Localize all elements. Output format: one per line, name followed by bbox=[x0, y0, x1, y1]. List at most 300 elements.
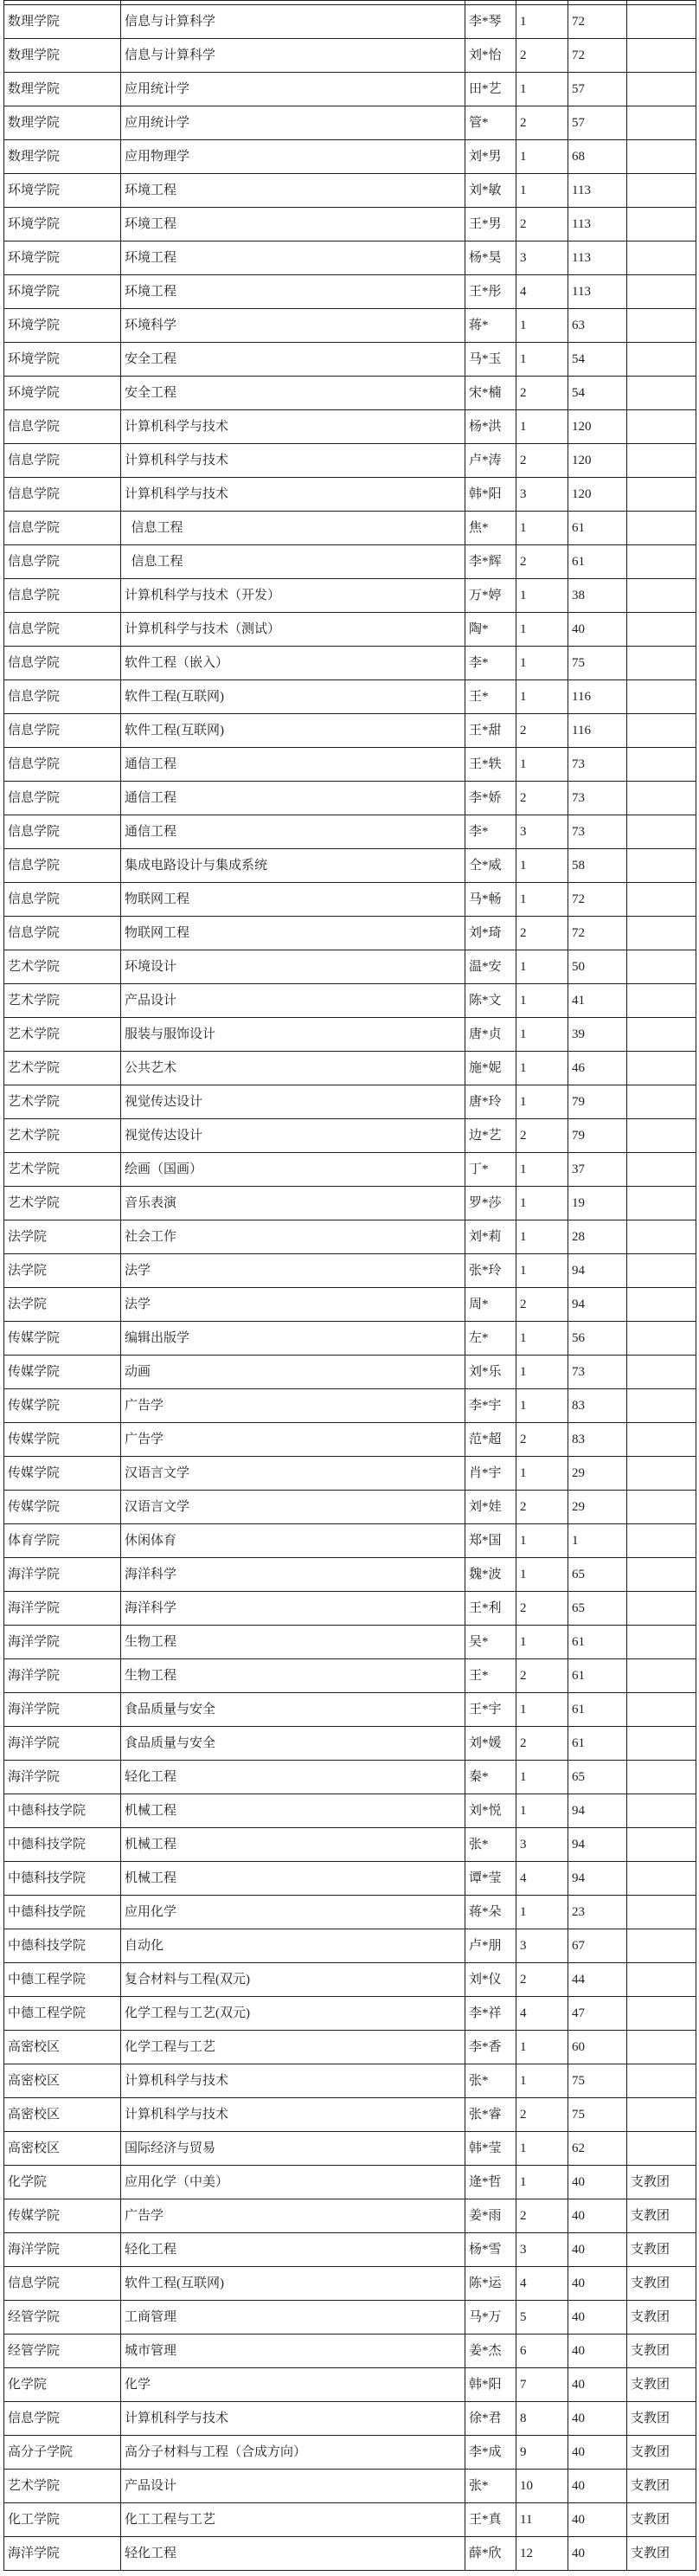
major-cell: 计算机科学与技术 bbox=[121, 2402, 465, 2436]
table-row bbox=[4, 2166, 696, 2199]
rank-cell: 2 bbox=[516, 1963, 568, 1997]
table-row bbox=[4, 714, 696, 748]
rank-cell: 1 bbox=[516, 1018, 568, 1052]
table-row bbox=[4, 1423, 696, 1457]
college-cell: 数理学院 bbox=[4, 5, 121, 39]
rank-cell: 1 bbox=[516, 647, 568, 680]
rank-cell: 5 bbox=[516, 2301, 568, 2334]
tag-cell bbox=[627, 1592, 696, 1626]
tag-cell bbox=[627, 647, 696, 680]
count-cell: 46 bbox=[568, 1052, 627, 1085]
rank-cell: 1 bbox=[516, 883, 568, 917]
name-cell: 马*玉 bbox=[465, 343, 516, 377]
college-cell: 信息学院 bbox=[4, 613, 121, 647]
major-cell: 食品质量与安全 bbox=[121, 1727, 465, 1761]
name-cell: 左* bbox=[465, 1322, 516, 1356]
table-row bbox=[4, 1119, 696, 1153]
name-cell: 万*婷 bbox=[465, 579, 516, 613]
tag-cell bbox=[627, 2132, 696, 2166]
count-cell: 40 bbox=[568, 2368, 627, 2402]
tag-cell: 支教团 bbox=[627, 2334, 696, 2368]
rank-cell: 1 bbox=[516, 1153, 568, 1187]
major-cell: 机械工程 bbox=[121, 1828, 465, 1862]
count-cell: 23 bbox=[568, 1896, 627, 1929]
major-cell: 环境设计 bbox=[121, 950, 465, 984]
tag-cell bbox=[627, 1963, 696, 1997]
table-row bbox=[4, 1254, 696, 1288]
count-cell: 94 bbox=[568, 1828, 627, 1862]
tag-cell bbox=[627, 815, 696, 849]
major-cell: 安全工程 bbox=[121, 343, 465, 377]
rank-cell: 4 bbox=[516, 1997, 568, 2031]
table-row bbox=[4, 1389, 696, 1423]
name-cell: 刘*悦 bbox=[465, 1794, 516, 1828]
college-cell: 中德科技学院 bbox=[4, 1828, 121, 1862]
college-cell: 海洋学院 bbox=[4, 1727, 121, 1761]
table-row bbox=[4, 917, 696, 950]
table-row bbox=[4, 73, 696, 106]
rank-cell: 3 bbox=[516, 242, 568, 275]
count-cell: 75 bbox=[568, 647, 627, 680]
count-cell: 120 bbox=[568, 478, 627, 512]
college-cell: 海洋学院 bbox=[4, 2537, 121, 2571]
name-cell: 姜*雨 bbox=[465, 2199, 516, 2233]
count-cell: 67 bbox=[568, 1929, 627, 1963]
major-cell: 公共艺术 bbox=[121, 1052, 465, 1085]
major-cell: 应用物理学 bbox=[121, 140, 465, 174]
count-cell: 39 bbox=[568, 1018, 627, 1052]
name-cell: 李*香 bbox=[465, 2031, 516, 2064]
count-cell: 1 bbox=[568, 1524, 627, 1558]
major-cell: 海洋科学 bbox=[121, 1558, 465, 1592]
rank-cell: 2 bbox=[516, 106, 568, 140]
college-cell: 环境学院 bbox=[4, 343, 121, 377]
table-row bbox=[4, 2436, 696, 2470]
college-cell: 经管学院 bbox=[4, 2334, 121, 2368]
tag-cell bbox=[627, 1153, 696, 1187]
rank-cell: 2 bbox=[516, 1423, 568, 1457]
college-cell: 中德科技学院 bbox=[4, 1929, 121, 1963]
name-cell: 张* bbox=[465, 2064, 516, 2098]
table-row bbox=[4, 2503, 696, 2537]
name-cell: 陈*运 bbox=[465, 2267, 516, 2301]
college-cell: 信息学院 bbox=[4, 680, 121, 714]
college-cell: 海洋学院 bbox=[4, 1626, 121, 1659]
count-cell: 68 bbox=[568, 140, 627, 174]
count-cell: 113 bbox=[568, 242, 627, 275]
rank-cell: 3 bbox=[516, 1929, 568, 1963]
name-cell: 肖*宇 bbox=[465, 1457, 516, 1491]
tag-cell bbox=[627, 5, 696, 39]
tag-cell: 支教团 bbox=[627, 2233, 696, 2267]
major-cell: 信息与计算科学 bbox=[121, 5, 465, 39]
name-cell: 陶* bbox=[465, 613, 516, 647]
count-cell: 54 bbox=[568, 377, 627, 410]
college-cell: 中德工程学院 bbox=[4, 1997, 121, 2031]
rank-cell: 1 bbox=[516, 1896, 568, 1929]
table-row bbox=[4, 1727, 696, 1761]
count-cell: 19 bbox=[568, 1187, 627, 1220]
college-cell: 化学院 bbox=[4, 2368, 121, 2402]
count-cell: 116 bbox=[568, 714, 627, 748]
name-cell: 边*艺 bbox=[465, 1119, 516, 1153]
name-cell: 刘*男 bbox=[465, 140, 516, 174]
name-cell: 刘*仪 bbox=[465, 1963, 516, 1997]
tag-cell bbox=[627, 748, 696, 782]
name-cell: 马*万 bbox=[465, 2301, 516, 2334]
count-cell: 65 bbox=[568, 1592, 627, 1626]
college-cell: 传媒学院 bbox=[4, 2199, 121, 2233]
name-cell: 秦* bbox=[465, 1761, 516, 1794]
major-cell: 法学 bbox=[121, 1288, 465, 1322]
college-cell: 体育学院 bbox=[4, 1524, 121, 1558]
name-cell: 马*畅 bbox=[465, 883, 516, 917]
tag-cell bbox=[627, 579, 696, 613]
name-cell: 王*真 bbox=[465, 2503, 516, 2537]
count-cell: 113 bbox=[568, 275, 627, 309]
tag-cell bbox=[627, 140, 696, 174]
count-cell: 44 bbox=[568, 1963, 627, 1997]
major-cell: 广告学 bbox=[121, 1423, 465, 1457]
table-row bbox=[4, 579, 696, 613]
count-cell: 79 bbox=[568, 1119, 627, 1153]
rank-cell: 1 bbox=[516, 1457, 568, 1491]
admission-list-table-wrapper bbox=[3, 0, 696, 2571]
count-cell: 73 bbox=[568, 782, 627, 815]
name-cell: 唐*贞 bbox=[465, 1018, 516, 1052]
table-row bbox=[4, 883, 696, 917]
major-cell: 信息工程 bbox=[121, 512, 465, 545]
count-cell: 40 bbox=[568, 2503, 627, 2537]
count-cell: 40 bbox=[568, 613, 627, 647]
college-cell: 信息学院 bbox=[4, 815, 121, 849]
rank-cell: 1 bbox=[516, 1356, 568, 1389]
name-cell: 张*睿 bbox=[465, 2098, 516, 2132]
rank-cell: 1 bbox=[516, 73, 568, 106]
major-cell: 环境工程 bbox=[121, 208, 465, 242]
name-cell: 刘*莉 bbox=[465, 1220, 516, 1254]
major-cell: 海洋科学 bbox=[121, 1592, 465, 1626]
table-row bbox=[4, 680, 696, 714]
major-cell: 动画 bbox=[121, 1356, 465, 1389]
rank-cell: 1 bbox=[516, 1693, 568, 1727]
major-cell: 生物工程 bbox=[121, 1626, 465, 1659]
name-cell: 逄*哲 bbox=[465, 2166, 516, 2199]
tag-cell bbox=[627, 174, 696, 208]
college-cell: 法学院 bbox=[4, 1254, 121, 1288]
major-cell: 编辑出版学 bbox=[121, 1322, 465, 1356]
college-cell: 信息学院 bbox=[4, 883, 121, 917]
rank-cell: 1 bbox=[516, 410, 568, 444]
college-cell: 信息学院 bbox=[4, 2402, 121, 2436]
table-row bbox=[4, 815, 696, 849]
table-row bbox=[4, 748, 696, 782]
major-cell: 绘画（国画） bbox=[121, 1153, 465, 1187]
major-cell: 机械工程 bbox=[121, 1862, 465, 1896]
major-cell: 产品设计 bbox=[121, 984, 465, 1018]
table-row bbox=[4, 208, 696, 242]
major-cell: 计算机科学与技术 bbox=[121, 478, 465, 512]
major-cell: 复合材料与工程(双元) bbox=[121, 1963, 465, 1997]
major-cell: 视觉传达设计 bbox=[121, 1119, 465, 1153]
table-row bbox=[4, 410, 696, 444]
college-cell: 化学院 bbox=[4, 2166, 121, 2199]
major-cell: 国际经济与贸易 bbox=[121, 2132, 465, 2166]
name-cell: 王*甜 bbox=[465, 714, 516, 748]
college-cell: 中德工程学院 bbox=[4, 1963, 121, 1997]
rank-cell: 4 bbox=[516, 275, 568, 309]
count-cell: 50 bbox=[568, 950, 627, 984]
rank-cell: 9 bbox=[516, 2436, 568, 2470]
count-cell: 73 bbox=[568, 748, 627, 782]
rank-cell: 1 bbox=[516, 579, 568, 613]
name-cell: 李*宇 bbox=[465, 1389, 516, 1423]
tag-cell bbox=[627, 275, 696, 309]
table-row bbox=[4, 782, 696, 815]
tag-cell bbox=[627, 1828, 696, 1862]
college-cell: 信息学院 bbox=[4, 647, 121, 680]
table-row bbox=[4, 1322, 696, 1356]
count-cell: 72 bbox=[568, 883, 627, 917]
major-cell: 软件工程(互联网) bbox=[121, 714, 465, 748]
count-cell: 75 bbox=[568, 2064, 627, 2098]
table-row bbox=[4, 2301, 696, 2334]
table-row bbox=[4, 1862, 696, 1896]
rank-cell: 1 bbox=[516, 140, 568, 174]
table-row bbox=[4, 1052, 696, 1085]
major-cell: 信息与计算科学 bbox=[121, 39, 465, 73]
rank-cell: 1 bbox=[516, 680, 568, 714]
tag-cell bbox=[627, 1558, 696, 1592]
rank-cell: 6 bbox=[516, 2334, 568, 2368]
major-cell: 汉语言文学 bbox=[121, 1491, 465, 1524]
table-row bbox=[4, 1997, 696, 2031]
table-row bbox=[4, 2031, 696, 2064]
rank-cell: 2 bbox=[516, 1119, 568, 1153]
major-cell: 轻化工程 bbox=[121, 1761, 465, 1794]
table-row bbox=[4, 2064, 696, 2098]
college-cell: 信息学院 bbox=[4, 478, 121, 512]
tag-cell bbox=[627, 1085, 696, 1119]
count-cell: 29 bbox=[568, 1491, 627, 1524]
college-cell: 信息学院 bbox=[4, 748, 121, 782]
college-cell: 信息学院 bbox=[4, 917, 121, 950]
tag-cell bbox=[627, 883, 696, 917]
rank-cell: 3 bbox=[516, 1828, 568, 1862]
name-cell: 张* bbox=[465, 1828, 516, 1862]
table-row bbox=[4, 1153, 696, 1187]
table-row bbox=[4, 377, 696, 410]
count-cell: 61 bbox=[568, 512, 627, 545]
name-cell: 李*娇 bbox=[465, 782, 516, 815]
major-cell: 应用化学（中美） bbox=[121, 2166, 465, 2199]
table-row bbox=[4, 545, 696, 579]
name-cell: 仝*威 bbox=[465, 849, 516, 883]
college-cell: 信息学院 bbox=[4, 782, 121, 815]
rank-cell: 1 bbox=[516, 5, 568, 39]
rank-cell: 2 bbox=[516, 39, 568, 73]
table-row bbox=[4, 1288, 696, 1322]
major-cell: 工商管理 bbox=[121, 2301, 465, 2334]
table-row bbox=[4, 275, 696, 309]
college-cell: 高密校区 bbox=[4, 2098, 121, 2132]
name-cell: 韩*莹 bbox=[465, 2132, 516, 2166]
tag-cell: 支教团 bbox=[627, 2166, 696, 2199]
major-cell: 软件工程（嵌入） bbox=[121, 647, 465, 680]
count-cell: 57 bbox=[568, 73, 627, 106]
count-cell: 94 bbox=[568, 1254, 627, 1288]
name-cell: 李* bbox=[465, 647, 516, 680]
major-cell: 化学 bbox=[121, 2368, 465, 2402]
rank-cell: 2 bbox=[516, 1592, 568, 1626]
table-row bbox=[4, 984, 696, 1018]
count-cell: 40 bbox=[568, 2537, 627, 2571]
college-cell: 法学院 bbox=[4, 1220, 121, 1254]
name-cell: 丁* bbox=[465, 1153, 516, 1187]
college-cell: 艺术学院 bbox=[4, 1085, 121, 1119]
major-cell: 机械工程 bbox=[121, 1794, 465, 1828]
tag-cell bbox=[627, 1322, 696, 1356]
college-cell: 高密校区 bbox=[4, 2064, 121, 2098]
table-row bbox=[4, 140, 696, 174]
table-row bbox=[4, 242, 696, 275]
tag-cell bbox=[627, 1457, 696, 1491]
table-row bbox=[4, 1018, 696, 1052]
major-cell: 汉语言文学 bbox=[121, 1457, 465, 1491]
table-row bbox=[4, 1558, 696, 1592]
table-row bbox=[4, 1929, 696, 1963]
count-cell: 40 bbox=[568, 2470, 627, 2503]
table-row bbox=[4, 1187, 696, 1220]
major-cell: 通信工程 bbox=[121, 782, 465, 815]
rank-cell: 2 bbox=[516, 377, 568, 410]
college-cell: 海洋学院 bbox=[4, 1592, 121, 1626]
tag-cell bbox=[627, 478, 696, 512]
name-cell: 李*辉 bbox=[465, 545, 516, 579]
count-cell: 56 bbox=[568, 1322, 627, 1356]
table-row bbox=[4, 174, 696, 208]
name-cell: 温*安 bbox=[465, 950, 516, 984]
tag-cell: 支教团 bbox=[627, 2368, 696, 2402]
name-cell: 蒋* bbox=[465, 309, 516, 343]
college-cell: 艺术学院 bbox=[4, 1153, 121, 1187]
name-cell: 王* bbox=[465, 680, 516, 714]
college-major-admission-table bbox=[3, 0, 696, 2571]
rank-cell: 1 bbox=[516, 1558, 568, 1592]
tag-cell bbox=[627, 1929, 696, 1963]
major-cell: 环境工程 bbox=[121, 174, 465, 208]
table-row bbox=[4, 512, 696, 545]
rank-cell: 1 bbox=[516, 1052, 568, 1085]
major-cell: 计算机科学与技术（测试） bbox=[121, 613, 465, 647]
name-cell: 刘*乐 bbox=[465, 1356, 516, 1389]
major-cell: 计算机科学与技术（开发） bbox=[121, 579, 465, 613]
major-cell: 物联网工程 bbox=[121, 917, 465, 950]
tag-cell bbox=[627, 1254, 696, 1288]
rank-cell: 1 bbox=[516, 309, 568, 343]
tag-cell bbox=[627, 1524, 696, 1558]
tag-cell bbox=[627, 2031, 696, 2064]
college-cell: 数理学院 bbox=[4, 73, 121, 106]
college-cell: 中德科技学院 bbox=[4, 1862, 121, 1896]
count-cell: 28 bbox=[568, 1220, 627, 1254]
table-row bbox=[4, 1220, 696, 1254]
college-cell: 艺术学院 bbox=[4, 1119, 121, 1153]
major-cell: 城市管理 bbox=[121, 2334, 465, 2368]
table-row bbox=[4, 2233, 696, 2267]
name-cell: 刘*媛 bbox=[465, 1727, 516, 1761]
college-cell: 高密校区 bbox=[4, 2132, 121, 2166]
count-cell: 62 bbox=[568, 2132, 627, 2166]
name-cell: 韩*阳 bbox=[465, 478, 516, 512]
count-cell: 61 bbox=[568, 1727, 627, 1761]
count-cell: 75 bbox=[568, 2098, 627, 2132]
rank-cell: 1 bbox=[516, 1761, 568, 1794]
table-row bbox=[4, 343, 696, 377]
table-row bbox=[4, 2132, 696, 2166]
rank-cell: 2 bbox=[516, 917, 568, 950]
count-cell: 29 bbox=[568, 1457, 627, 1491]
major-cell: 法学 bbox=[121, 1254, 465, 1288]
rank-cell: 1 bbox=[516, 174, 568, 208]
major-cell: 计算机科学与技术 bbox=[121, 410, 465, 444]
tag-cell bbox=[627, 377, 696, 410]
table-row bbox=[4, 2334, 696, 2368]
tag-cell bbox=[627, 1693, 696, 1727]
rank-cell: 11 bbox=[516, 2503, 568, 2537]
rank-cell: 1 bbox=[516, 2132, 568, 2166]
college-cell: 艺术学院 bbox=[4, 1052, 121, 1085]
college-cell: 海洋学院 bbox=[4, 1761, 121, 1794]
name-cell: 李* bbox=[465, 815, 516, 849]
count-cell: 94 bbox=[568, 1794, 627, 1828]
count-cell: 58 bbox=[568, 849, 627, 883]
table-row bbox=[4, 309, 696, 343]
rank-cell: 2 bbox=[516, 1727, 568, 1761]
rank-cell: 1 bbox=[516, 2166, 568, 2199]
rank-cell: 1 bbox=[516, 613, 568, 647]
tag-cell bbox=[627, 849, 696, 883]
college-cell: 信息学院 bbox=[4, 579, 121, 613]
tag-cell bbox=[627, 1018, 696, 1052]
table-row bbox=[4, 1828, 696, 1862]
college-cell: 法学院 bbox=[4, 1288, 121, 1322]
count-cell: 47 bbox=[568, 1997, 627, 2031]
major-cell: 社会工作 bbox=[121, 1220, 465, 1254]
table-row bbox=[4, 1457, 696, 1491]
tag-cell bbox=[627, 1727, 696, 1761]
rank-cell: 3 bbox=[516, 478, 568, 512]
tag-cell bbox=[627, 444, 696, 478]
table-row bbox=[4, 647, 696, 680]
tag-cell bbox=[627, 39, 696, 73]
rank-cell: 1 bbox=[516, 1524, 568, 1558]
name-cell: 薛*欣 bbox=[465, 2537, 516, 2571]
count-cell: 40 bbox=[568, 2199, 627, 2233]
rank-cell: 1 bbox=[516, 849, 568, 883]
tag-cell bbox=[627, 1356, 696, 1389]
count-cell: 120 bbox=[568, 410, 627, 444]
rank-cell: 2 bbox=[516, 545, 568, 579]
tag-cell bbox=[627, 714, 696, 748]
major-cell: 计算机科学与技术 bbox=[121, 444, 465, 478]
name-cell: 谭*莹 bbox=[465, 1862, 516, 1896]
tag-cell bbox=[627, 917, 696, 950]
name-cell: 杨*雪 bbox=[465, 2233, 516, 2267]
tag-cell bbox=[627, 782, 696, 815]
major-cell: 休闲体育 bbox=[121, 1524, 465, 1558]
major-cell: 自动化 bbox=[121, 1929, 465, 1963]
